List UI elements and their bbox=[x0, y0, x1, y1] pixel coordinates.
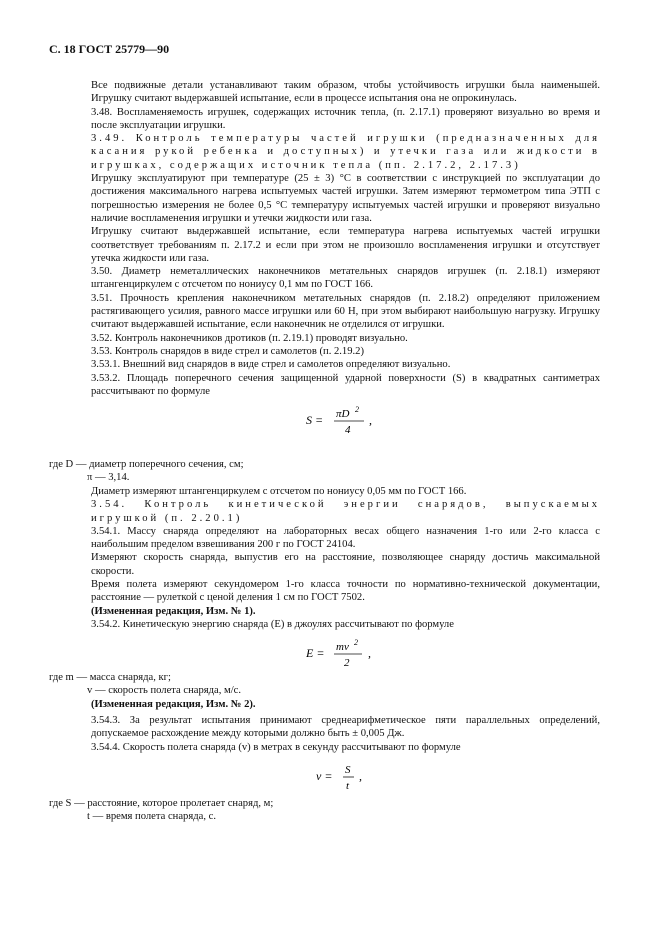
formula-lhs: v = bbox=[315, 768, 332, 783]
paragraph: Игрушку считают выдержавшей испытание, если температура нагрева испытуемых частей игрушки соответствует требованиям п. 2.17.2 и если при этом не произошло воспламенения игрушки и отсутствует утечка жидкости или газа. bbox=[91, 226, 600, 264]
paragraph-3-52: 3.52. Контроль наконечников дротиков (п. 2.19.1) проводят визуально. bbox=[91, 332, 408, 344]
formula-velocity bbox=[91, 760, 600, 794]
document-body-3 bbox=[91, 714, 600, 804]
where-line: где S — расстояние, которое пролетает снаряд, м; bbox=[49, 798, 274, 809]
paragraph-3-54-4: 3.54.4. Скорость полета снаряда (v) в метрах в секунду рассчитывают по формуле bbox=[91, 741, 461, 753]
formula-energy-svg bbox=[306, 637, 386, 671]
where-line: v — скорость полета снаряда, м/с. bbox=[87, 685, 242, 697]
formula-exponent: 2 bbox=[354, 405, 359, 415]
formula-denominator: 4 bbox=[344, 424, 350, 437]
paragraph-3-50: 3.50. Диаметр неметаллических наконечников метательных снарядов игрушек (п. 2.18.1) измеряют штангенциркулем с отсчетом по нониусу 0,1 мм по ГОСТ 166. bbox=[91, 266, 600, 291]
formula-velocity-svg bbox=[316, 760, 376, 794]
where-line: π — 3,14. bbox=[87, 472, 130, 484]
document-body bbox=[91, 79, 600, 448]
formula-energy bbox=[91, 637, 600, 671]
formula-area-svg bbox=[306, 404, 386, 438]
paragraph-3-54-1: 3.54.1. Массу снаряда определяют на лабораторных весах общего назначения 1-го или 2-го класса с наибольшим пределом взвешивания 200 г по ГОСТ 24104. bbox=[91, 525, 600, 551]
formula-numerator: S bbox=[344, 763, 350, 776]
formula-tail: , bbox=[358, 768, 362, 783]
where-line: t — время полета снаряда, с. bbox=[87, 811, 216, 823]
paragraph: Все подвижные детали устанавливают таким образом, чтобы устойчивость игрушки была наименьшей. Игрушку считают выдержавшей испытание, если в процессе испытания она не опрокинулась. bbox=[91, 80, 600, 105]
paragraph-3-54-2: 3.54.2. Кинетическую энергию снаряда (E) в джоулях рассчитывают по формуле bbox=[91, 618, 454, 630]
paragraph-3-53-1: 3.53.1. Внешний вид снарядов в виде стрел и самолетов определяют визуально. bbox=[91, 359, 451, 371]
formula-numerator: πD bbox=[335, 408, 349, 421]
where-block-3 bbox=[49, 797, 600, 824]
formula-denominator: 2 bbox=[343, 657, 349, 670]
amendment-note: (Измененная редакция, Изм. № 2). bbox=[91, 698, 256, 710]
paragraph: Измеряют скорость снаряда, выпустив его на расстояние, позволяющее снаряду достичь максимальной скорости. bbox=[91, 552, 600, 577]
paragraph: Игрушку эксплуатируют при температуре (25 ± 3) °С в соответствии с инструкцией по эксплуатации до достижения максимального нагрева испытуемых частей игрушки. Затем измеряют термометром типа ЭТП с погрешностью измерения не более 0,5 °С температуру испытуемых частей игрушки и проверяют визуально наличие воспламенения игрушки и утечки жидкости или газа. bbox=[91, 173, 600, 224]
paragraph-3-49: 3.49. Контроль температуры частей игрушки (предназначенных для касания рукой ребенка и доступных) и утечки газа или жидкости в игрушках, содержащих источник тепла (пп. 2.17.2, 2.17.3) bbox=[91, 133, 600, 171]
document-body-2 bbox=[91, 485, 600, 681]
paragraph-3-51: 3.51. Прочность крепления наконечником метательных снарядов (п. 2.18.2) определяют приложением растягивающего усилия, равного массе игрушки или 60 Н, при этом выбирают наибольшую нагрузку. Игрушку считают выдержавшей испытание, если наконечник не отделился от игрушки. bbox=[91, 292, 600, 331]
paragraph: Время полета измеряют секундомером 1-го класса точности по нормативно-технической документации, расстояние — рулеткой с ценой деления 1 см по ГОСТ 7502. bbox=[91, 579, 600, 604]
paragraph: Диаметр измеряют штангенциркулем с отсчетом по нониусу 0,05 мм по ГОСТ 166. bbox=[91, 486, 467, 497]
formula-tail: , bbox=[367, 646, 371, 661]
where-line: где m — масса снаряда, кг; bbox=[49, 672, 171, 683]
paragraph-3-48: 3.48. Воспламеняемость игрушек, содержащих источник тепла, (п. 2.17.1) проверяют визуально во время и после эксплуатации игрушки. bbox=[91, 106, 600, 131]
paragraph-3-53: 3.53. Контроль снарядов в виде стрел и самолетов (п. 2.19.2) bbox=[91, 345, 365, 357]
paragraph-3-54-3: 3.54.3. За результат испытания принимают среднеарифметическое пяти параллельных определений, допускаемое расхождение между которыми должно быть ± 0,005 Дж. bbox=[91, 715, 600, 740]
formula-denominator: t bbox=[345, 779, 349, 792]
where-block-1 bbox=[49, 458, 600, 485]
paragraph-3-54: 3.54. Контроль кинетической энергии снарядов, выпускаемых игрушкой (п. 2.20.1) bbox=[91, 499, 600, 524]
formula-numerator: mv bbox=[335, 641, 349, 654]
where-block-2 bbox=[49, 671, 600, 711]
where-line: где D — диаметр поперечного сечения, см; bbox=[49, 459, 244, 470]
amendment-note: (Измененная редакция, Изм. № 1). bbox=[91, 605, 256, 617]
formula-area bbox=[91, 404, 600, 438]
formula-lhs: E = bbox=[305, 646, 324, 661]
page-header: С. 18 ГОСТ 25779—90 bbox=[49, 42, 170, 56]
formula-lhs: S = bbox=[305, 413, 323, 428]
formula-tail: , bbox=[368, 413, 372, 428]
paragraph-3-53-2: 3.53.2. Площадь поперечного сечения защищенной ударной поверхности (S) в квадратных сантиметрах рассчитывают по формуле bbox=[91, 372, 600, 397]
formula-exponent: 2 bbox=[353, 638, 358, 648]
